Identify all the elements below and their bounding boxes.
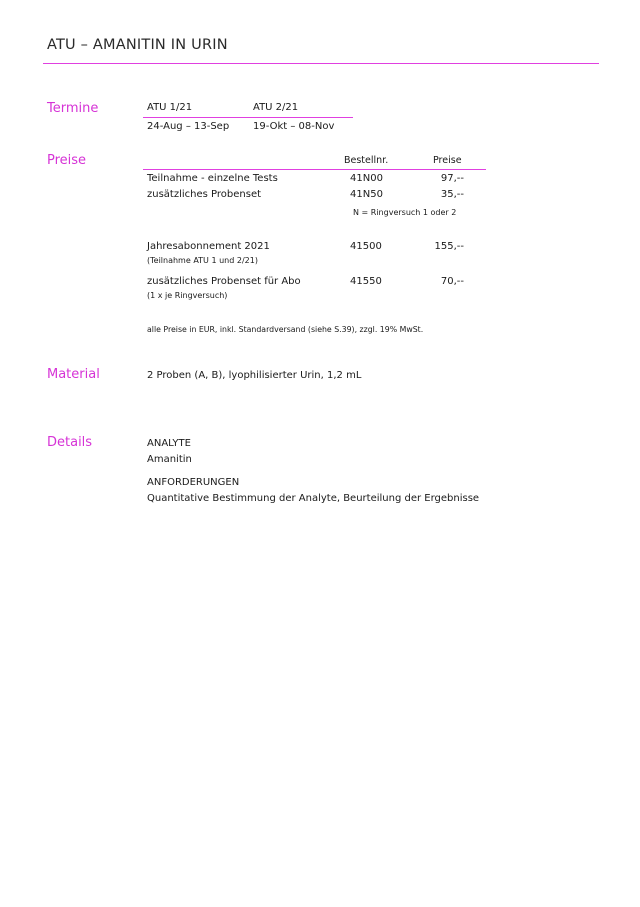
analyte-value: Amanitin — [147, 454, 192, 465]
note-n: N = Ringversuch 1 oder 2 — [353, 208, 457, 217]
termine-rule — [143, 117, 353, 118]
round-1-name: ATU 1/21 — [147, 102, 193, 113]
abo-order: 41500 — [350, 241, 382, 252]
title-rule — [43, 63, 599, 64]
row-2-price: 35,-- — [440, 189, 464, 200]
row-2-order: 41N50 — [350, 189, 383, 200]
round-1-dates: 24-Aug – 13-Sep — [147, 121, 230, 132]
abo-set-desc: zusätzliches Probenset für Abo — [147, 276, 301, 287]
page-title: ATU – AMANITIN IN URIN — [47, 37, 228, 53]
abo-price: 155,-- — [434, 241, 464, 252]
col-price-header: Preise — [433, 155, 462, 166]
row-1-order: 41N00 — [350, 173, 383, 184]
row-1-desc: Teilnahme - einzelne Tests — [147, 173, 278, 184]
row-1-price: 97,-- — [440, 173, 464, 184]
abo-set-order: 41550 — [350, 276, 382, 287]
round-2-dates: 19-Okt – 08-Nov — [253, 121, 335, 132]
analyte-heading: ANALYTE — [147, 438, 191, 449]
preise-rule — [143, 169, 486, 170]
price-footnote: alle Preise in EUR, inkl. Standardversand (siehe S.39), zzgl. 19% MwSt. — [147, 325, 424, 334]
row-2-desc: zusätzliches Probenset — [147, 189, 262, 200]
round-2-name: ATU 2/21 — [253, 102, 299, 113]
abo-set-sub: (1 x je Ringversuch) — [147, 291, 228, 300]
abo-set-price: 70,-- — [440, 276, 464, 287]
section-preise: Preise — [47, 153, 87, 168]
section-details: Details — [47, 435, 93, 450]
abo-desc: Jahresabonnement 2021 — [147, 241, 270, 252]
section-termine: Termine — [47, 101, 99, 116]
material-text: 2 Proben (A, B), lyophilisierter Urin, 1,2 mL — [147, 370, 362, 381]
requirements-heading: ANFORDERUNGEN — [147, 477, 240, 488]
abo-sub: (Teilnahme ATU 1 und 2/21) — [147, 256, 258, 265]
section-material: Material — [47, 367, 100, 382]
requirements-value: Quantitative Bestimmung der Analyte, Beurteilung der Ergebnisse — [147, 493, 480, 504]
col-order-header: Bestellnr. — [344, 155, 389, 166]
